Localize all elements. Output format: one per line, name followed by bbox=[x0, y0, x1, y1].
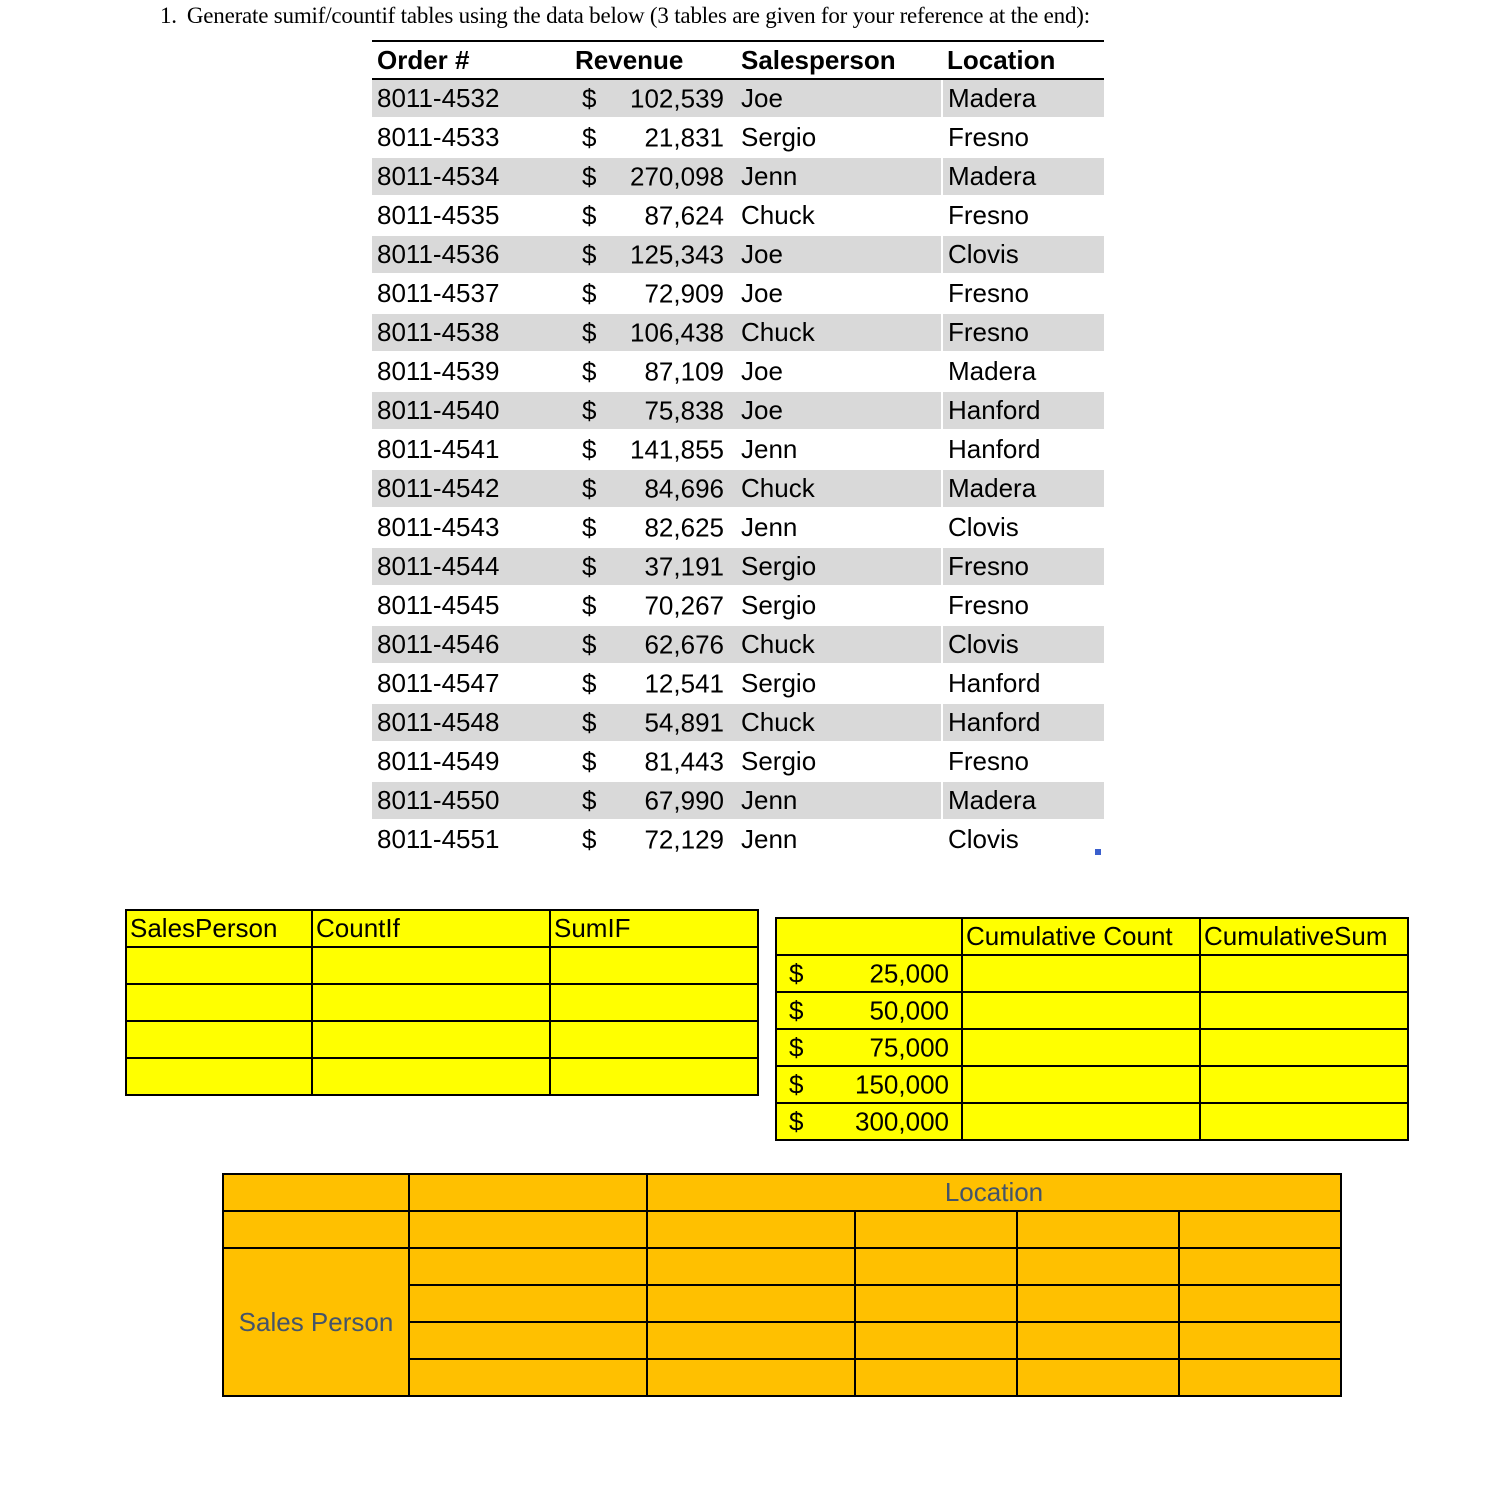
location-cell: Madera bbox=[942, 352, 1104, 391]
currency-symbol: $ bbox=[582, 278, 597, 308]
location-cell: Fresno bbox=[942, 586, 1104, 625]
revenue-cell bbox=[570, 235, 736, 274]
revenue-amount: 125,343 bbox=[630, 239, 724, 269]
header-order: Order # bbox=[372, 41, 570, 79]
empty-cell bbox=[312, 947, 550, 984]
salesperson-cell: Sergio bbox=[736, 118, 942, 157]
threshold-amount: 150,000 bbox=[855, 1069, 949, 1099]
threshold-cell bbox=[776, 1066, 962, 1103]
pivot-cell bbox=[223, 1174, 409, 1211]
revenue-cell bbox=[570, 508, 736, 547]
pivot-salesperson-header: Sales Person bbox=[223, 1248, 409, 1396]
location-cell: Clovis bbox=[942, 820, 1104, 859]
header-cumulative-count: Cumulative Count bbox=[962, 918, 1200, 955]
revenue-cell bbox=[570, 625, 736, 664]
pivot-cell bbox=[1017, 1248, 1179, 1285]
empty-cell bbox=[126, 1058, 312, 1095]
revenue-amount: 72,129 bbox=[644, 824, 724, 854]
header-threshold-cell bbox=[776, 918, 962, 955]
revenue-cell bbox=[570, 196, 736, 235]
location-cell: Fresno bbox=[942, 547, 1104, 586]
currency-symbol: $ bbox=[789, 958, 804, 988]
empty-cell bbox=[550, 1021, 758, 1058]
table-row bbox=[776, 955, 1408, 992]
revenue-cell bbox=[570, 547, 736, 586]
empty-cell bbox=[550, 947, 758, 984]
order-number-cell: 8011-4551 bbox=[372, 820, 570, 859]
salesperson-cell: Joe bbox=[736, 391, 942, 430]
order-number-cell: 8011-4535 bbox=[372, 196, 570, 235]
order-number-cell: 8011-4540 bbox=[372, 391, 570, 430]
order-number-cell: 8011-4538 bbox=[372, 313, 570, 352]
currency-symbol: $ bbox=[789, 1106, 804, 1136]
revenue-cell bbox=[570, 820, 736, 859]
threshold-amount: 25,000 bbox=[869, 958, 949, 988]
table-row bbox=[126, 1058, 758, 1095]
empty-cell bbox=[962, 1103, 1200, 1140]
revenue-amount: 84,696 bbox=[644, 473, 724, 503]
pivot-cell bbox=[1017, 1322, 1179, 1359]
location-cell: Madera bbox=[942, 781, 1104, 820]
empty-cell bbox=[1200, 992, 1408, 1029]
table-row bbox=[372, 625, 1104, 664]
empty-cell bbox=[1200, 1103, 1408, 1140]
order-number-cell: 8011-4546 bbox=[372, 625, 570, 664]
revenue-amount: 70,267 bbox=[644, 590, 724, 620]
revenue-cell bbox=[570, 157, 736, 196]
pivot-cell bbox=[855, 1211, 1017, 1248]
empty-cell bbox=[126, 947, 312, 984]
question-text bbox=[160, 3, 1090, 29]
currency-symbol: $ bbox=[582, 746, 597, 776]
location-cell: Hanford bbox=[942, 391, 1104, 430]
order-number-cell: 8011-4537 bbox=[372, 274, 570, 313]
order-number-cell: 8011-4533 bbox=[372, 118, 570, 157]
location-cell: Fresno bbox=[942, 118, 1104, 157]
order-number-cell: 8011-4541 bbox=[372, 430, 570, 469]
empty-cell bbox=[312, 984, 550, 1021]
salesperson-cell: Joe bbox=[736, 235, 942, 274]
table-row bbox=[372, 820, 1104, 859]
pivot-cell bbox=[1179, 1248, 1341, 1285]
currency-symbol: $ bbox=[582, 356, 597, 386]
currency-symbol: $ bbox=[582, 785, 597, 815]
pivot-row bbox=[223, 1211, 1341, 1248]
location-cell: Clovis bbox=[942, 235, 1104, 274]
salesperson-cell: Joe bbox=[736, 79, 942, 118]
table-row bbox=[372, 157, 1104, 196]
revenue-amount: 67,990 bbox=[644, 785, 724, 815]
table-row bbox=[372, 196, 1104, 235]
revenue-amount: 62,676 bbox=[644, 629, 724, 659]
revenue-cell bbox=[570, 781, 736, 820]
pivot-cell bbox=[647, 1211, 855, 1248]
order-number-cell: 8011-4532 bbox=[372, 79, 570, 118]
currency-symbol: $ bbox=[582, 83, 597, 113]
question-body: Generate sumif/countif tables using the data below (3 tables are given for your reference at the end): bbox=[186, 3, 1090, 28]
pivot-cell bbox=[409, 1285, 647, 1322]
currency-symbol: $ bbox=[582, 590, 597, 620]
order-number-cell: 8011-4542 bbox=[372, 469, 570, 508]
table-row bbox=[372, 313, 1104, 352]
table-row bbox=[126, 1021, 758, 1058]
pivot-cell bbox=[409, 1248, 647, 1285]
table-row bbox=[372, 703, 1104, 742]
table-row bbox=[126, 947, 758, 984]
revenue-cell bbox=[570, 586, 736, 625]
revenue-cell bbox=[570, 391, 736, 430]
location-cell: Fresno bbox=[942, 274, 1104, 313]
table-row bbox=[372, 118, 1104, 157]
table-row bbox=[372, 664, 1104, 703]
table-row bbox=[776, 1103, 1408, 1140]
empty-cell bbox=[550, 1058, 758, 1095]
currency-symbol: $ bbox=[582, 395, 597, 425]
location-cell: Madera bbox=[942, 79, 1104, 118]
pivot-cell bbox=[647, 1285, 855, 1322]
table-row bbox=[372, 274, 1104, 313]
salesperson-cell: Chuck bbox=[736, 703, 942, 742]
revenue-amount: 37,191 bbox=[644, 551, 724, 581]
salesperson-cell: Sergio bbox=[736, 664, 942, 703]
empty-cell bbox=[962, 955, 1200, 992]
currency-symbol: $ bbox=[789, 1069, 804, 1099]
cumulative-table bbox=[775, 917, 1409, 1141]
salesperson-cell: Sergio bbox=[736, 547, 942, 586]
resize-handle-icon bbox=[1095, 849, 1101, 855]
revenue-cell bbox=[570, 703, 736, 742]
revenue-cell bbox=[570, 664, 736, 703]
header-sumif-cell: SumIF bbox=[550, 910, 758, 947]
pivot-cell bbox=[647, 1322, 855, 1359]
pivot-table bbox=[222, 1173, 1342, 1397]
table-row bbox=[372, 469, 1104, 508]
header-salesperson: Salesperson bbox=[736, 41, 942, 79]
currency-symbol: $ bbox=[582, 668, 597, 698]
pivot-cell bbox=[409, 1211, 647, 1248]
order-number-cell: 8011-4536 bbox=[372, 235, 570, 274]
currency-symbol: $ bbox=[582, 824, 597, 854]
revenue-amount: 102,539 bbox=[630, 83, 724, 113]
pivot-cell bbox=[647, 1359, 855, 1396]
threshold-amount: 50,000 bbox=[869, 995, 949, 1025]
threshold-cell bbox=[776, 955, 962, 992]
pivot-row bbox=[223, 1174, 1341, 1211]
table-row bbox=[776, 1066, 1408, 1103]
table-row bbox=[372, 430, 1104, 469]
table-row bbox=[776, 992, 1408, 1029]
pivot-row bbox=[223, 1248, 1341, 1285]
revenue-amount: 72,909 bbox=[644, 278, 724, 308]
header-cumulative-sum: CumulativeSum bbox=[1200, 918, 1408, 955]
location-cell: Madera bbox=[942, 157, 1104, 196]
location-cell: Fresno bbox=[942, 742, 1104, 781]
location-cell: Hanford bbox=[942, 430, 1104, 469]
table-row bbox=[776, 1029, 1408, 1066]
table-row bbox=[372, 79, 1104, 118]
cumulative-table-header-row bbox=[776, 918, 1408, 955]
revenue-amount: 82,625 bbox=[644, 512, 724, 542]
order-number-cell: 8011-4549 bbox=[372, 742, 570, 781]
salesperson-cell: Sergio bbox=[736, 742, 942, 781]
empty-cell bbox=[312, 1058, 550, 1095]
revenue-amount: 141,855 bbox=[630, 434, 724, 464]
empty-cell bbox=[1200, 1029, 1408, 1066]
pivot-cell bbox=[1179, 1211, 1341, 1248]
empty-cell bbox=[962, 1066, 1200, 1103]
pivot-cell bbox=[855, 1285, 1017, 1322]
revenue-amount: 270,098 bbox=[630, 161, 724, 191]
pivot-cell bbox=[855, 1359, 1017, 1396]
revenue-amount: 81,443 bbox=[644, 746, 724, 776]
location-cell: Clovis bbox=[942, 508, 1104, 547]
salesperson-cell: Joe bbox=[736, 274, 942, 313]
table-row bbox=[372, 235, 1104, 274]
location-cell: Hanford bbox=[942, 703, 1104, 742]
data-table-header-row bbox=[372, 41, 1104, 79]
salesperson-cell: Jenn bbox=[736, 430, 942, 469]
salesperson-cell: Chuck bbox=[736, 196, 942, 235]
currency-symbol: $ bbox=[582, 161, 597, 191]
salesperson-cell: Jenn bbox=[736, 781, 942, 820]
empty-cell bbox=[550, 984, 758, 1021]
empty-cell bbox=[1200, 955, 1408, 992]
currency-symbol: $ bbox=[582, 707, 597, 737]
salesperson-cell: Jenn bbox=[736, 820, 942, 859]
location-cell: Clovis bbox=[942, 625, 1104, 664]
revenue-amount: 87,624 bbox=[644, 200, 724, 230]
salesperson-cell: Sergio bbox=[736, 586, 942, 625]
pivot-cell bbox=[1179, 1285, 1341, 1322]
pivot-cell bbox=[855, 1248, 1017, 1285]
order-number-cell: 8011-4550 bbox=[372, 781, 570, 820]
salesperson-cell: Chuck bbox=[736, 313, 942, 352]
location-cell: Hanford bbox=[942, 664, 1104, 703]
salesperson-cell: Chuck bbox=[736, 469, 942, 508]
revenue-cell bbox=[570, 79, 736, 118]
pivot-cell bbox=[1179, 1359, 1341, 1396]
table-row bbox=[372, 547, 1104, 586]
threshold-cell bbox=[776, 1103, 962, 1140]
countif-table-header-row bbox=[126, 910, 758, 947]
header-salesperson-cell: SalesPerson bbox=[126, 910, 312, 947]
currency-symbol: $ bbox=[582, 551, 597, 581]
pivot-cell bbox=[409, 1174, 647, 1211]
pivot-cell bbox=[223, 1211, 409, 1248]
currency-symbol: $ bbox=[582, 434, 597, 464]
empty-cell bbox=[962, 1029, 1200, 1066]
empty-cell bbox=[312, 1021, 550, 1058]
currency-symbol: $ bbox=[789, 995, 804, 1025]
pivot-cell bbox=[409, 1359, 647, 1396]
order-number-cell: 8011-4544 bbox=[372, 547, 570, 586]
currency-symbol: $ bbox=[582, 317, 597, 347]
salesperson-cell: Chuck bbox=[736, 625, 942, 664]
currency-symbol: $ bbox=[789, 1032, 804, 1062]
currency-symbol: $ bbox=[582, 629, 597, 659]
threshold-cell bbox=[776, 992, 962, 1029]
location-cell: Fresno bbox=[942, 313, 1104, 352]
revenue-amount: 54,891 bbox=[644, 707, 724, 737]
empty-cell bbox=[962, 992, 1200, 1029]
location-cell: Fresno bbox=[942, 196, 1104, 235]
header-revenue: Revenue bbox=[570, 41, 736, 79]
table-row bbox=[126, 984, 758, 1021]
salesperson-cell: Jenn bbox=[736, 508, 942, 547]
table-row bbox=[372, 352, 1104, 391]
revenue-cell bbox=[570, 469, 736, 508]
revenue-cell bbox=[570, 313, 736, 352]
pivot-cell bbox=[647, 1248, 855, 1285]
threshold-amount: 300,000 bbox=[855, 1106, 949, 1136]
revenue-amount: 75,838 bbox=[644, 395, 724, 425]
countif-sumif-table bbox=[125, 909, 759, 1096]
table-row bbox=[372, 742, 1104, 781]
order-number-cell: 8011-4543 bbox=[372, 508, 570, 547]
currency-symbol: $ bbox=[582, 122, 597, 152]
revenue-cell bbox=[570, 742, 736, 781]
revenue-amount: 21,831 bbox=[644, 122, 724, 152]
order-number-cell: 8011-4539 bbox=[372, 352, 570, 391]
pivot-cell bbox=[1017, 1211, 1179, 1248]
currency-symbol: $ bbox=[582, 473, 597, 503]
revenue-cell bbox=[570, 430, 736, 469]
order-number-cell: 8011-4547 bbox=[372, 664, 570, 703]
salesperson-cell: Jenn bbox=[736, 157, 942, 196]
empty-cell bbox=[126, 984, 312, 1021]
sales-data-table bbox=[372, 40, 1104, 860]
table-row bbox=[372, 781, 1104, 820]
order-number-cell: 8011-4534 bbox=[372, 157, 570, 196]
order-number-cell: 8011-4545 bbox=[372, 586, 570, 625]
revenue-amount: 87,109 bbox=[644, 356, 724, 386]
table-row bbox=[372, 391, 1104, 430]
header-countif-cell: CountIf bbox=[312, 910, 550, 947]
table-row bbox=[372, 586, 1104, 625]
revenue-amount: 12,541 bbox=[644, 668, 724, 698]
pivot-location-header: Location bbox=[647, 1174, 1341, 1211]
pivot-cell bbox=[1179, 1322, 1341, 1359]
pivot-cell bbox=[855, 1322, 1017, 1359]
empty-cell bbox=[126, 1021, 312, 1058]
currency-symbol: $ bbox=[582, 512, 597, 542]
location-cell: Madera bbox=[942, 469, 1104, 508]
order-number-cell: 8011-4548 bbox=[372, 703, 570, 742]
header-location: Location bbox=[942, 41, 1104, 79]
threshold-cell bbox=[776, 1029, 962, 1066]
revenue-cell bbox=[570, 352, 736, 391]
table-row bbox=[372, 508, 1104, 547]
pivot-cell bbox=[409, 1322, 647, 1359]
salesperson-cell: Joe bbox=[736, 352, 942, 391]
question-number: 1. bbox=[160, 3, 177, 28]
threshold-amount: 75,000 bbox=[869, 1032, 949, 1062]
revenue-amount: 106,438 bbox=[630, 317, 724, 347]
pivot-cell bbox=[1017, 1285, 1179, 1322]
currency-symbol: $ bbox=[582, 239, 597, 269]
empty-cell bbox=[1200, 1066, 1408, 1103]
pivot-cell bbox=[1017, 1359, 1179, 1396]
revenue-cell bbox=[570, 274, 736, 313]
currency-symbol: $ bbox=[582, 200, 597, 230]
revenue-cell bbox=[570, 118, 736, 157]
